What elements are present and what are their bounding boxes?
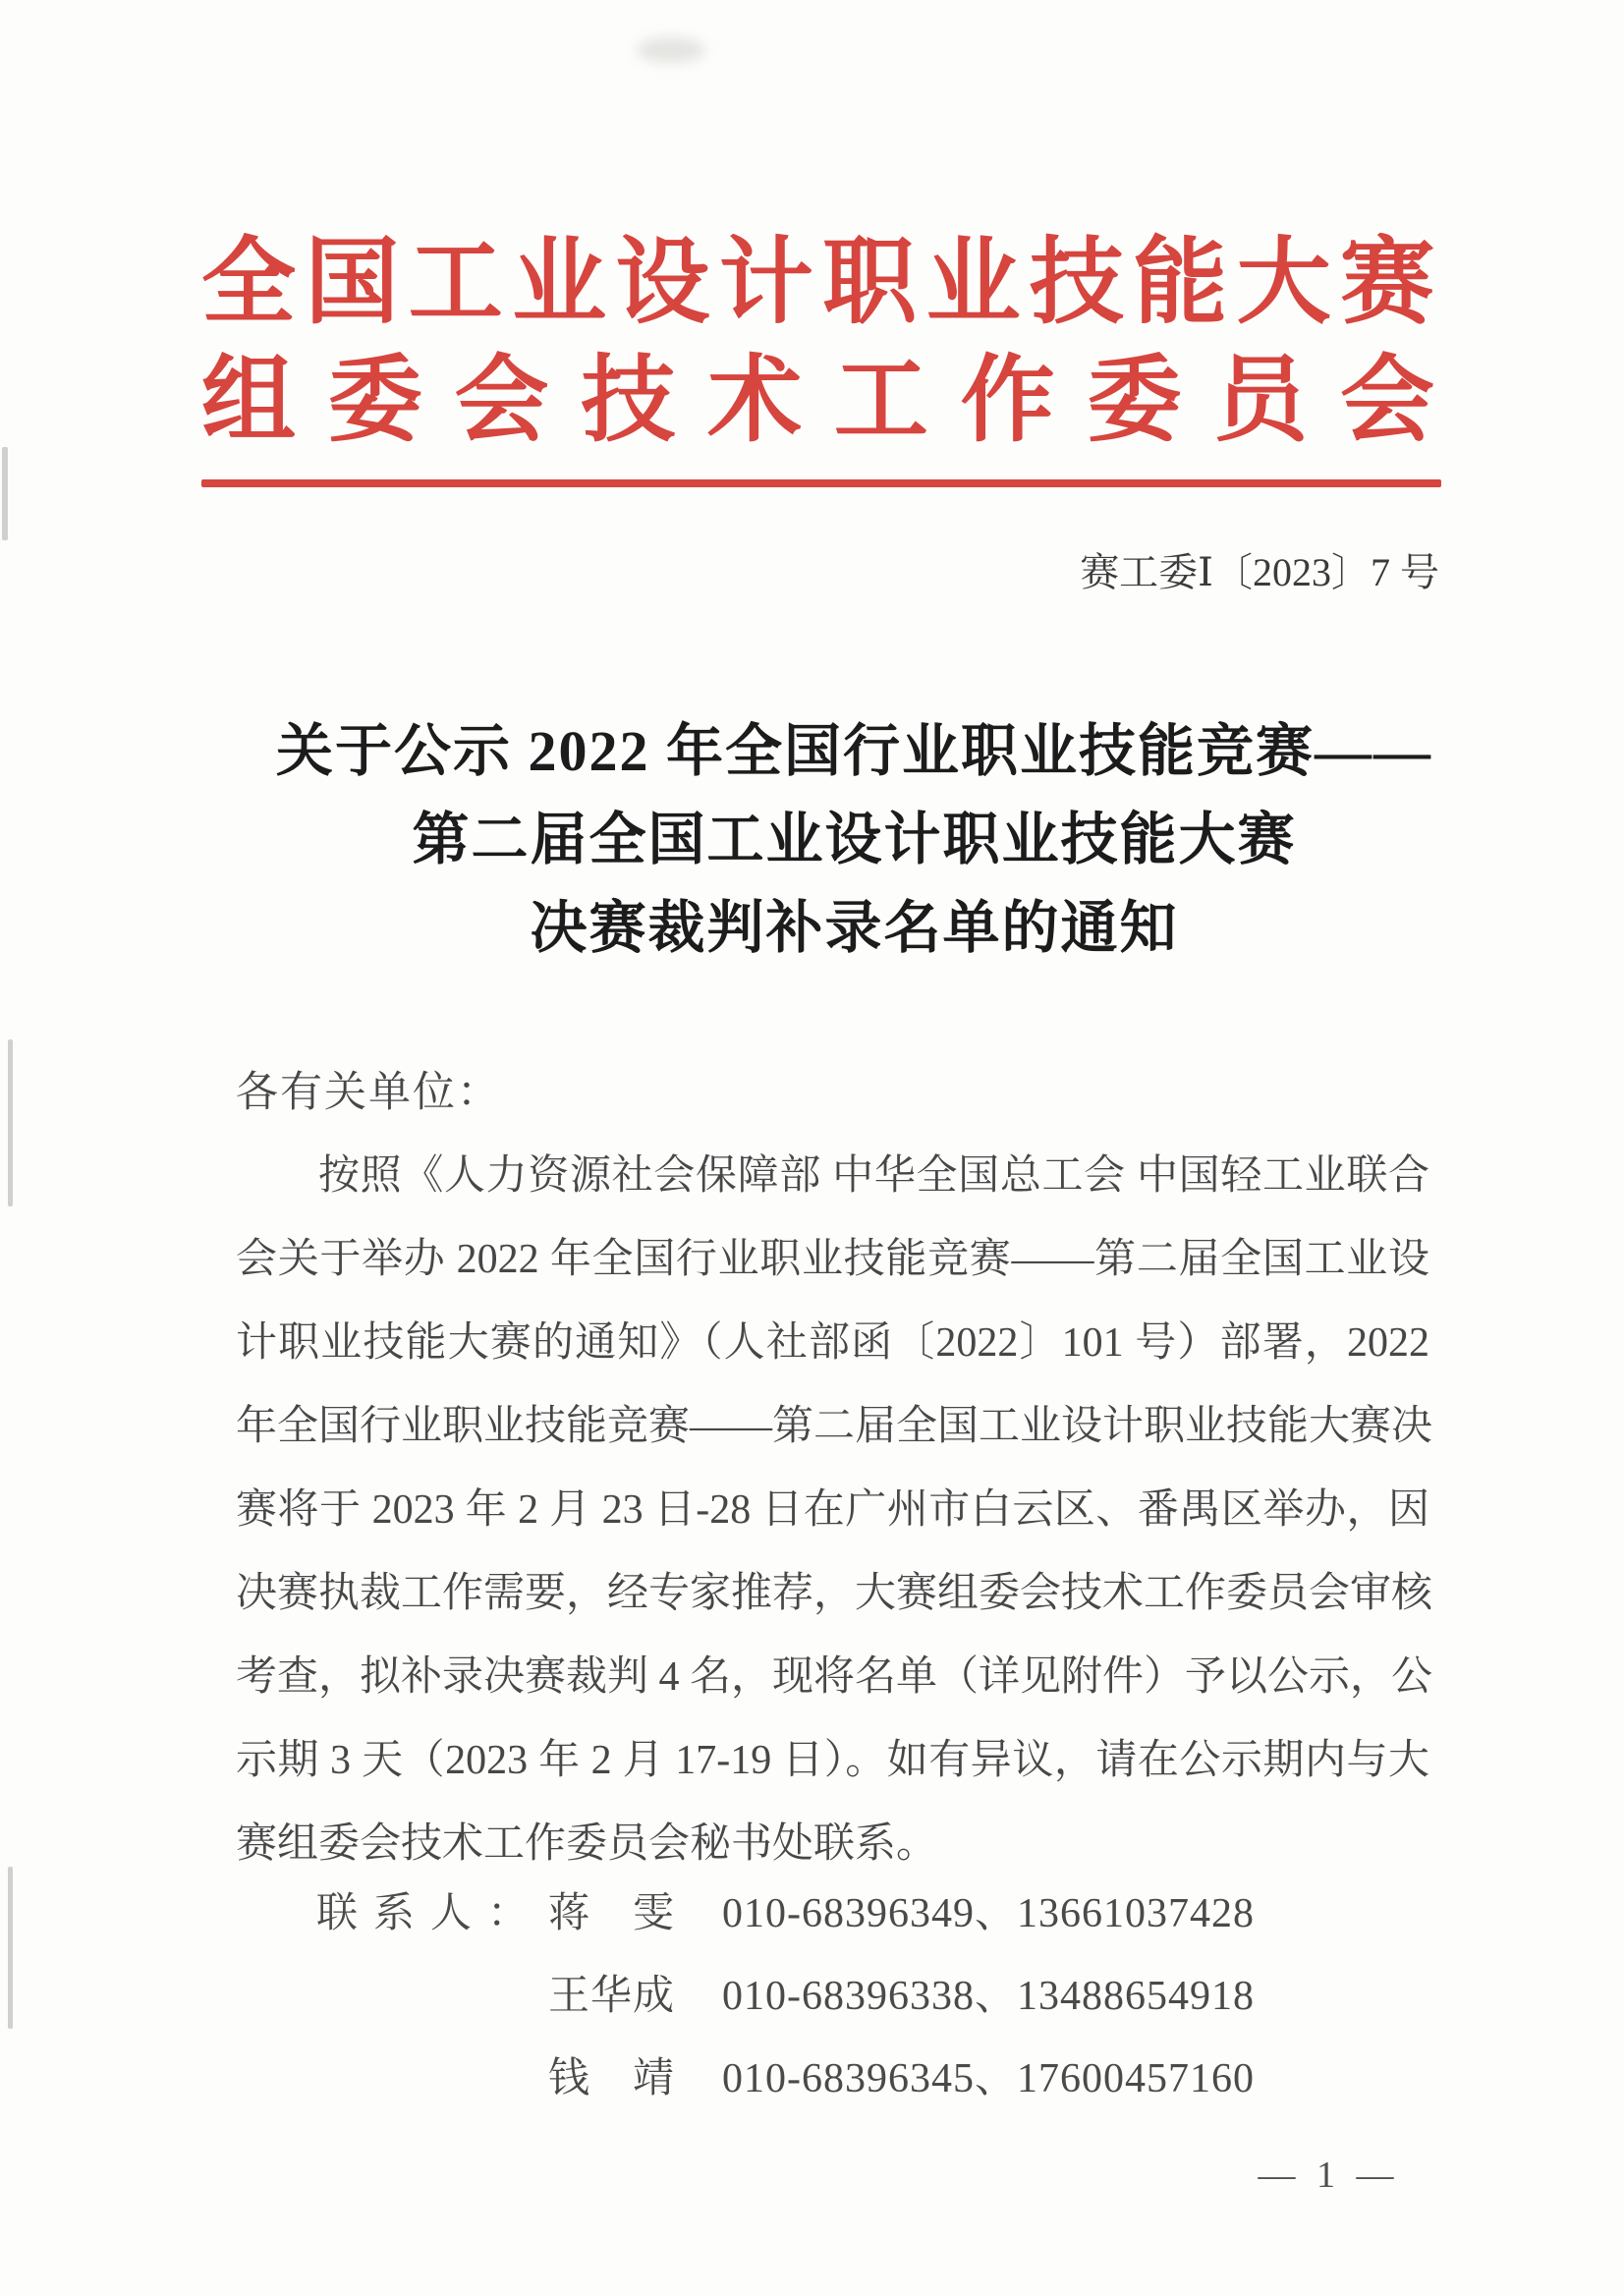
contact-name: 王华成 bbox=[548, 1974, 674, 2019]
body-line: 决赛执裁工作需要，经专家推荐，大赛组委会技术工作委员会审核 bbox=[236, 1571, 1433, 1616]
scan-smudge bbox=[637, 37, 705, 63]
contact-phones: 010-68396345、17600457160 bbox=[722, 2056, 1255, 2101]
notice-title-line3: 决赛裁判补录名单的通知 bbox=[530, 896, 1179, 960]
body-line: 按照《人力资源社会保障部 中华全国总工会 中国轻工业联合 bbox=[318, 1153, 1429, 1199]
contact-name: 钱靖 bbox=[548, 2056, 674, 2101]
body-line: 示期 3 天（2023 年 2 月 17-19 日）。如有异议，请在公示期内与大 bbox=[236, 1738, 1429, 1783]
letterhead-line2: 组委会技术工作委员会 bbox=[201, 348, 1434, 453]
contact-row bbox=[0, 2038, 1624, 2120]
letterhead-line1: 全国工业设计职业技能大赛 bbox=[201, 230, 1434, 335]
body-line: 会关于举办 2022 年全国行业职业技能竞赛——第二届全国工业设 bbox=[236, 1237, 1429, 1282]
notice-body bbox=[236, 1135, 1433, 1886]
contact-phones: 010-68396338、13488654918 bbox=[722, 1974, 1255, 2019]
document-number: 赛工委Ⅰ〔2023〕7 号 bbox=[1080, 550, 1439, 594]
contact-row bbox=[0, 1955, 1624, 2038]
page-number: — 1 — bbox=[1258, 2155, 1400, 2196]
body-line: 考查，拟补录决赛裁判 4 名，现将名单（详见附件）予以公示，公 bbox=[236, 1654, 1433, 1700]
notice-title bbox=[257, 707, 1451, 973]
contact-name: 蒋雯 bbox=[548, 1891, 674, 1936]
contact-row bbox=[0, 1873, 1624, 1955]
body-line: 赛组委会技术工作委员会秘书处联系。 bbox=[236, 1821, 938, 1867]
body-line: 年全国行业职业技能竞赛——第二届全国工业设计职业技能大赛决 bbox=[236, 1404, 1433, 1449]
salutation: 各有关单位： bbox=[236, 1070, 501, 1116]
scan-edge-artifact bbox=[8, 1867, 13, 2029]
letterhead bbox=[201, 224, 1434, 460]
contact-label: 联系人： bbox=[316, 1891, 545, 1936]
body-line: 赛将于 2023 年 2 月 23 日-28 日在广州市白云区、番禺区举办，因 bbox=[236, 1487, 1429, 1533]
scan-edge-artifact bbox=[8, 1039, 13, 1206]
notice-title-line2: 第二届全国工业设计职业技能大赛 bbox=[412, 808, 1297, 871]
body-line: 计职业技能大赛的通知》（人社部函〔2022〕101 号）部署，2022 bbox=[236, 1320, 1429, 1366]
notice-title-line1: 关于公示 2022 年全国行业职业技能竞赛—— bbox=[275, 719, 1432, 783]
letterhead-separator-rule bbox=[201, 479, 1441, 487]
scan-edge-artifact bbox=[2, 447, 8, 540]
contact-list bbox=[0, 1873, 1624, 2120]
contact-phones: 010-68396349、13661037428 bbox=[722, 1891, 1255, 1936]
